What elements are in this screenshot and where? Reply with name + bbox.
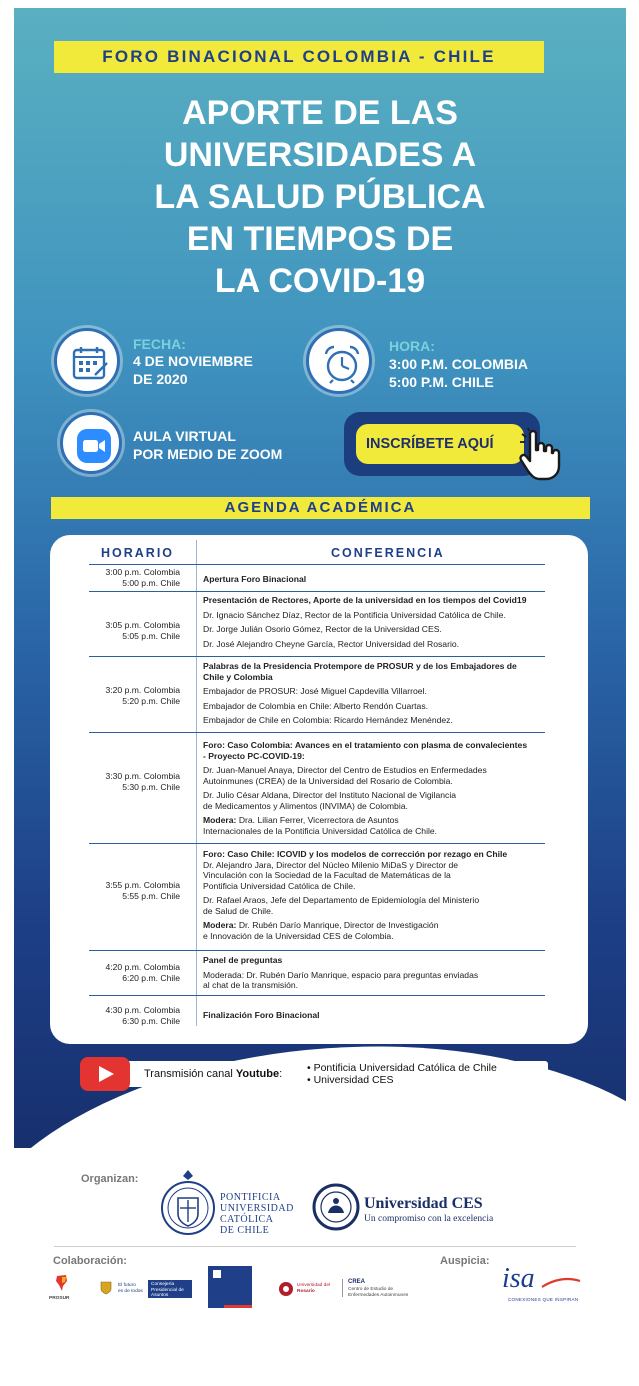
speaker: Embajador de Chile en Colombia: Ricardo Hernández Menéndez.	[203, 715, 453, 725]
ces-seal-logo	[312, 1183, 360, 1231]
moderator: Moderada: Dr. Rubén Darío Manrique, espacio para preguntas enviadas al chat de la transmisión.	[203, 969, 479, 990]
prosur-logo	[54, 1274, 70, 1292]
time-colombia: 3:55 p.m. Colombia	[105, 880, 180, 890]
conference-title: Presentación de Rectores, Aporte de la universidad en los tiempos del Covid19	[203, 595, 527, 605]
forum-banner: FORO BINACIONAL COLOMBIA - CHILE	[54, 41, 544, 73]
column-divider	[196, 540, 197, 1026]
register-button-frame[interactable]	[344, 412, 540, 476]
table-row-time	[80, 567, 180, 589]
puc-name	[220, 1192, 294, 1236]
conference-title: Apertura Foro Binacional	[203, 574, 307, 584]
title-line: LA COVID-19	[214, 262, 426, 300]
crea-line: Centro de Estudio de	[348, 1287, 394, 1292]
hora-value	[389, 355, 528, 391]
fecha-value	[133, 352, 253, 388]
row-divider	[89, 732, 545, 733]
time-colombia: 4:20 p.m. Colombia	[105, 962, 180, 972]
time-chile: 5:00 p.m. Chile	[122, 578, 180, 588]
agenda-banner: AGENDA ACADÉMICA	[51, 497, 590, 519]
table-row-time	[80, 620, 180, 642]
page-title	[60, 92, 580, 302]
crea-title: CREA	[348, 1279, 366, 1285]
conference-title: Palabras de la Presidencia Protempore de PROSUR y de los Embajadores de Chile y Colombia	[203, 661, 517, 682]
fecha-line: DE 2020	[133, 371, 188, 387]
speaker: Dr. José Alejandro Cheyne García, Rector Universidad del Rosario.	[203, 638, 460, 649]
row-divider	[89, 995, 545, 996]
puc-name-line: PONTIFICIA	[220, 1192, 281, 1203]
organizan-label: Organizan:	[81, 1173, 139, 1185]
time-chile: 5:20 p.m. Chile	[122, 696, 180, 706]
futuro-logo	[118, 1283, 143, 1294]
youtube-play-icon[interactable]	[80, 1057, 130, 1091]
row-divider	[89, 950, 545, 951]
time-chile: 6:20 p.m. Chile	[122, 973, 180, 983]
table-row-conference	[203, 661, 563, 730]
column-header-horario: HORARIO	[101, 546, 175, 560]
row-divider	[89, 564, 545, 565]
row-divider	[89, 656, 545, 657]
crea-line: Enfermedades Autoinmunes	[348, 1292, 409, 1298]
title-line: APORTE DE LAS	[182, 94, 458, 132]
consejeria-line: Asuntos	[151, 1293, 169, 1298]
title-line: EN TIEMPOS DE	[186, 220, 454, 258]
time-colombia: 3:20 p.m. Colombia	[105, 685, 180, 695]
table-row-time	[80, 771, 180, 793]
speaker: Embajador de PROSUR: José Miguel Capdevilla Villarroel.	[203, 686, 427, 696]
calendar-icon	[54, 328, 120, 394]
pointer-hand-icon	[518, 428, 564, 482]
channel-item: • Pontificia Universidad Católica de Chile	[307, 1062, 497, 1074]
hora-label: HORA:	[389, 338, 435, 354]
youtube-prefix: Transmisión canal	[144, 1068, 236, 1080]
clock-icon	[306, 328, 372, 394]
speaker: Dr. Ignacio Sánchez Díaz, Rector de la Pontificia Universidad Católica de Chile.	[203, 609, 506, 620]
table-row-conference	[203, 574, 563, 589]
ces-tagline: Un compromiso con la excelencia	[364, 1214, 494, 1224]
isa-swoosh-icon	[540, 1275, 582, 1291]
prosur-text: PROSUR	[49, 1296, 70, 1301]
column-header-conferencia: CONFERENCIA	[331, 546, 445, 560]
time-colombia: 3:30 p.m. Colombia	[105, 771, 180, 781]
rosario-seal-icon	[278, 1281, 294, 1297]
consejeria-line: Presidencial de	[151, 1287, 184, 1293]
table-row-time	[80, 880, 180, 902]
speaker: Dr. Alejandro Jara, Director del Núcleo Milenio MiDaS y Director de Vinculación con la Sociedad de la Facultad de Matemáticas de la Pontificia Universidad Católica de Chile.	[203, 859, 459, 891]
moderator: Dr. Rubén Darío Manrique, Director de Investigación e Innovación de la Universidad CES de Colombia.	[203, 920, 439, 941]
register-button[interactable]: INSCRÍBETE AQUÍ	[356, 424, 524, 464]
futuro-line: es de todos	[118, 1288, 143, 1294]
consejeria-line: Consejería	[151, 1282, 175, 1287]
time-colombia: 4:30 p.m. Colombia	[105, 1005, 180, 1015]
futuro-line: El futuro	[118, 1283, 136, 1288]
title-line: UNIVERSIDADES A	[163, 136, 477, 174]
time-chile: 6:30 p.m. Chile	[122, 1016, 180, 1026]
conference-title: Foro: Caso Colombia: Avances en el tratamiento con plasma de convalecientes - Proyecto PC-COVID-19:	[203, 740, 528, 761]
aula-line: POR MEDIO DE ZOOM	[133, 446, 283, 462]
speaker: Dr. Jorge Julián Osorio Gómez, Rector de la Universidad CES.	[203, 624, 442, 634]
youtube-channel-list	[307, 1063, 497, 1086]
row-divider	[89, 843, 545, 844]
rosario-line: Universidad del	[297, 1283, 331, 1288]
time-chile: 5:55 p.m. Chile	[122, 891, 180, 901]
puc-name-line: CATÓLICA	[220, 1214, 274, 1225]
hora-line: 3:00 P.M. COLOMBIA	[389, 356, 528, 372]
speaker: Dr. Rafael Araos, Jefe del Departamento de Epidemiología del Ministerio de Salud de Chile.	[203, 895, 480, 916]
colaboracion-label: Colaboración:	[53, 1255, 127, 1267]
colombia-coat-icon	[100, 1281, 112, 1295]
speaker: Dr. Julio César Aldana, Director del Instituto Nacional de Vigilancia de Medicamentos y Alimentos (INVIMA) de Colombia.	[203, 790, 457, 811]
table-row-time	[80, 962, 180, 984]
crea-subtitle	[348, 1287, 408, 1298]
row-divider	[89, 591, 545, 592]
time-colombia: 3:00 p.m. Colombia	[105, 567, 180, 577]
rosario-text	[297, 1283, 330, 1294]
speaker: Embajador de Colombia en Chile: Alberto Rendón Cuartas.	[203, 700, 428, 711]
consejeria-text	[151, 1282, 184, 1299]
zoom-icon	[60, 412, 122, 474]
rosario-line: Rosario	[297, 1288, 315, 1294]
auspicia-label: Auspicia:	[440, 1255, 490, 1267]
moderator-label: Modera:	[203, 920, 237, 930]
isa-tagline: CONEXIONES QUE INSPIRAN	[508, 1297, 579, 1302]
aula-value	[133, 427, 282, 463]
fecha-line: 4 DE NOVIEMBRE	[133, 353, 253, 369]
moderator: Dra. Lilian Ferrer, Vicerrectora de Asuntos Internacionales de la Pontificia Universidad Católica de Chile.	[203, 815, 438, 836]
table-row-time	[80, 1005, 180, 1027]
channel-item: • Universidad CES	[307, 1073, 394, 1086]
hora-line: 5:00 P.M. CHILE	[389, 374, 494, 390]
isa-logo: isa	[502, 1263, 535, 1294]
time-colombia: 3:05 p.m. Colombia	[105, 620, 180, 630]
ces-name: Universidad CES	[364, 1195, 483, 1212]
logo-separator	[342, 1279, 343, 1297]
table-row-conference	[203, 849, 563, 945]
conference-title: Panel de preguntas	[203, 955, 283, 965]
time-chile: 5:05 p.m. Chile	[122, 631, 180, 641]
table-row-time	[80, 685, 180, 707]
conference-title: Foro: Caso Chile: ICOVID y los modelos de corrección por rezago en Chile	[203, 849, 508, 859]
table-row-conference	[203, 955, 563, 995]
youtube-suffix: :	[279, 1068, 283, 1080]
moderator-label: Modera:	[203, 815, 237, 825]
table-row-conference	[203, 595, 563, 653]
time-chile: 5:30 p.m. Chile	[122, 782, 180, 792]
chile-government-logo	[208, 1266, 252, 1308]
fecha-label: FECHA:	[133, 336, 186, 352]
puc-name-line: DE CHILE	[220, 1225, 270, 1236]
table-row-conference	[203, 740, 563, 840]
table-row-conference	[203, 1010, 563, 1025]
conference-title: Finalización Foro Binacional	[203, 1010, 320, 1020]
speaker: Dr. Juan-Manuel Anaya, Director del Centro de Estudios en Enfermedades Autoinmunes (CREA) de la Universidad del Rosario de Colombia.	[203, 765, 487, 786]
title-line: LA SALUD PÚBLICA	[154, 178, 486, 216]
youtube-channel[interactable]: Youtube	[235, 1068, 280, 1080]
footer-divider	[54, 1246, 576, 1247]
aula-line: AULA VIRTUAL	[133, 428, 236, 444]
youtube-transmission-text	[144, 1068, 282, 1080]
puc-shield-logo	[160, 1168, 216, 1240]
puc-name-line: UNIVERSIDAD	[220, 1203, 294, 1214]
